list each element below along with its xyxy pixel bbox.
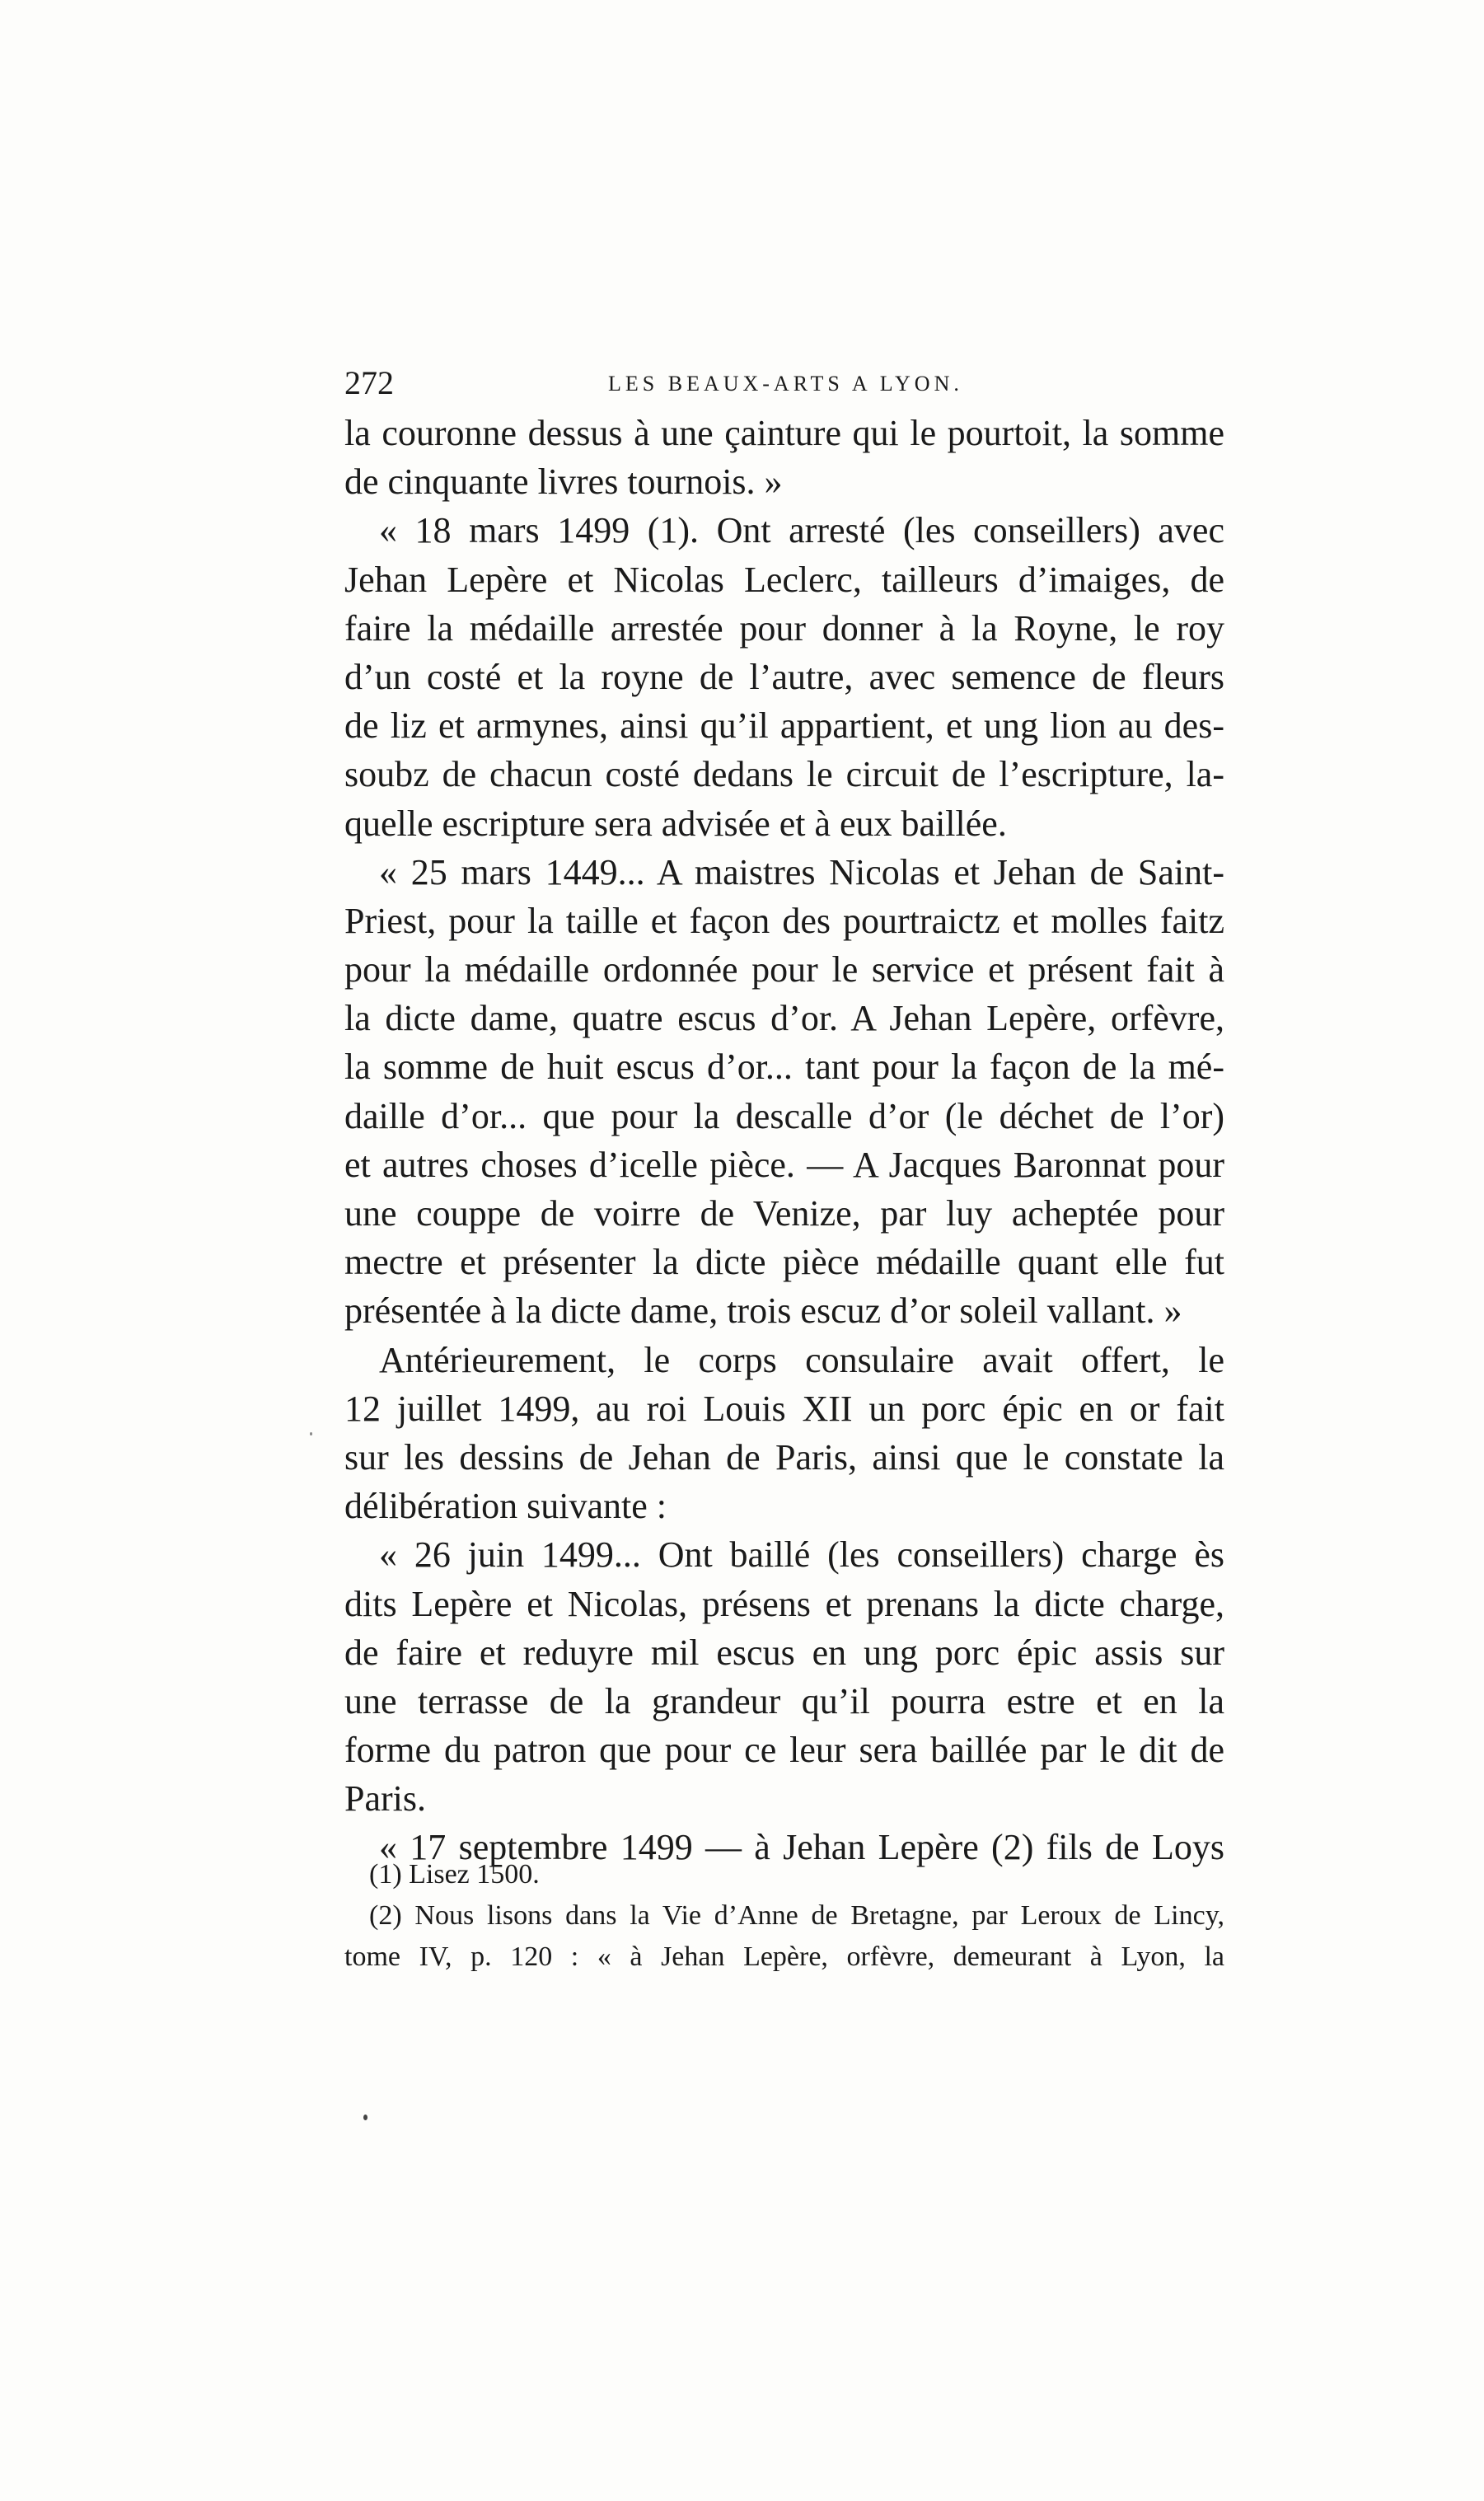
text-line: Jehan Lepère et Nicolas Leclerc, tailleurs d’imaiges, de — [344, 559, 1224, 600]
text-line: de liz et armynes, ainsi qu’il appartient, et ung lion au des- — [344, 705, 1224, 747]
text-line: pour la médaille ordonnée pour le service et présent fait à — [344, 949, 1224, 991]
footnote-line: (2) Nous lisons dans la Vie d’Anne de Bretagne, par Leroux de Lincy, — [369, 1900, 1224, 1931]
text-line: 12 juillet 1499, au roi Louis XII un porc épic en or fait — [344, 1388, 1224, 1429]
text-line: de cinquante livres tournois. » — [344, 461, 783, 503]
footnotes — [344, 1854, 1224, 1978]
text-line: mectre et présenter la dicte pièce médaille quant elle fut — [344, 1242, 1224, 1283]
text-line: la dicte dame, quatre escus d’or. A Jehan Lepère, orfèvre, — [344, 998, 1224, 1039]
text-line: la couronne dessus à une çainture qui le pourtoit, la somme — [344, 413, 1224, 453]
text-line: Antérieurement, le corps consulaire avait offert, le — [379, 1339, 1224, 1380]
text-line: quelle escripture sera advisée et à eux baillée. — [344, 803, 1007, 844]
text-line: sur les dessins de Jehan de Paris, ainsi que le constate la — [344, 1436, 1224, 1478]
text-line: dits Lepère et Nicolas, présens et prenans la dicte charge, — [344, 1583, 1224, 1624]
text-line: « 25 mars 1449... A maistres Nicolas et Jehan de Saint- — [379, 851, 1224, 892]
text-line: Priest, pour la taille et façon des pourtraictz et molles faitz — [344, 900, 1224, 941]
footnote-line: tome IV, p. 120 : « à Jehan Lepère, orfèvre, demeurant à Lyon, la — [344, 1941, 1224, 1972]
text-line: délibération suivante : — [344, 1486, 667, 1527]
text-line: forme du patron que pour ce leur sera baillée par le dit de — [344, 1730, 1224, 1771]
ink-speck — [363, 2115, 367, 2120]
text-line: soubz de chacun costé dedans le circuit de l’escripture, la- — [344, 754, 1224, 795]
text-line: présentée à la dicte dame, trois escuz d’or soleil vallant. » — [344, 1290, 1182, 1332]
text-line: la somme de huit escus d’or... tant pour la façon de la mé- — [344, 1047, 1224, 1088]
text-line: « 17 septembre 1499 — à Jehan Lepère (2) fils de Loys — [379, 1827, 1224, 1868]
text-line: de faire et reduyre mil escus en ung porc épic assis sur — [344, 1632, 1224, 1673]
text-line: une couppe de voirre de Venize, par luy acheptée pour — [344, 1193, 1224, 1234]
page-header — [344, 363, 1220, 404]
body-text — [344, 409, 1224, 1872]
footnote-line: (1) Lisez 1500. — [369, 1859, 540, 1890]
ink-speck — [310, 1432, 312, 1435]
text-line: et autres choses d’icelle pièce. — A Jacques Baronnat pour — [344, 1144, 1224, 1185]
text-line: daille d’or... que pour la descalle d’or (le déchet de l’or) — [344, 1095, 1224, 1136]
text-line: Paris. — [344, 1778, 426, 1820]
text-line: d’un costé et la royne de l’autre, avec semence de fleurs — [344, 656, 1224, 697]
text-line: une terrasse de la grandeur qu’il pourra estre et en la — [344, 1680, 1224, 1721]
page-number: 272 — [344, 364, 394, 401]
running-title: LES BEAUX-ARTS A LYON. — [608, 372, 963, 396]
text-line: « 18 mars 1499 (1). Ont arresté (les conseillers) avec — [379, 510, 1224, 551]
text-line: faire la médaille arrestée pour donner à la Royne, le roy — [344, 607, 1224, 649]
text-line: « 26 juin 1499... Ont baillé (les conseillers) charge ès — [379, 1534, 1224, 1576]
